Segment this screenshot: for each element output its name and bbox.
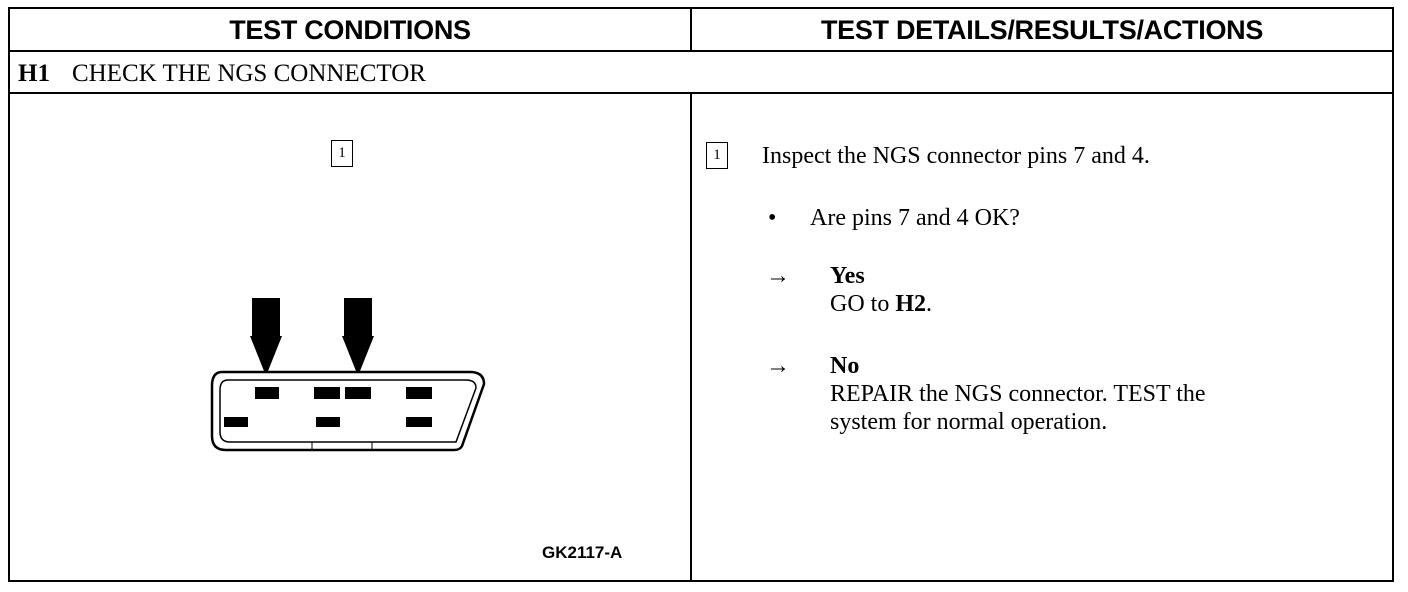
step-code: H1 (18, 60, 50, 87)
step-title (18, 56, 426, 92)
step-title-text: CHECK THE NGS CONNECTOR (71, 60, 426, 87)
ngs-connector-icon (212, 372, 484, 450)
question-text: Are pins 7 and 4 OK? (810, 205, 1020, 231)
connector-diagram-with-arrows-icon (200, 290, 500, 460)
yes-action-target: H2 (895, 291, 927, 317)
yes-action-suffix: . (926, 291, 933, 317)
bullet-icon: • (768, 205, 777, 231)
header-test-details: TEST DETAILS/RESULTS/ACTIONS (820, 15, 1264, 45)
condition-step-number: 1 (331, 140, 353, 167)
instruction-text: Inspect the NGS connector pins 7 and 4. (762, 143, 1150, 169)
figure-code: GK2117-A (542, 543, 623, 562)
no-action-line-1: REPAIR the NGS connector. TEST the (830, 381, 1206, 407)
no-action-line-2: system for normal operation. (830, 409, 1108, 435)
step-divider (8, 92, 1394, 94)
no-label: No (830, 353, 860, 379)
body-column-divider (690, 92, 692, 582)
yes-label: Yes (830, 263, 865, 289)
arrow-pin-4-icon (342, 298, 374, 376)
no-arrow-icon: → (766, 353, 790, 379)
arrow-pin-7-icon (250, 298, 282, 376)
yes-action-prefix: GO to (830, 291, 896, 317)
yes-arrow-icon: → (766, 263, 790, 289)
yes-action (830, 290, 932, 318)
header-test-conditions: TEST CONDITIONS (229, 15, 471, 45)
detail-step-number: 1 (706, 142, 728, 169)
